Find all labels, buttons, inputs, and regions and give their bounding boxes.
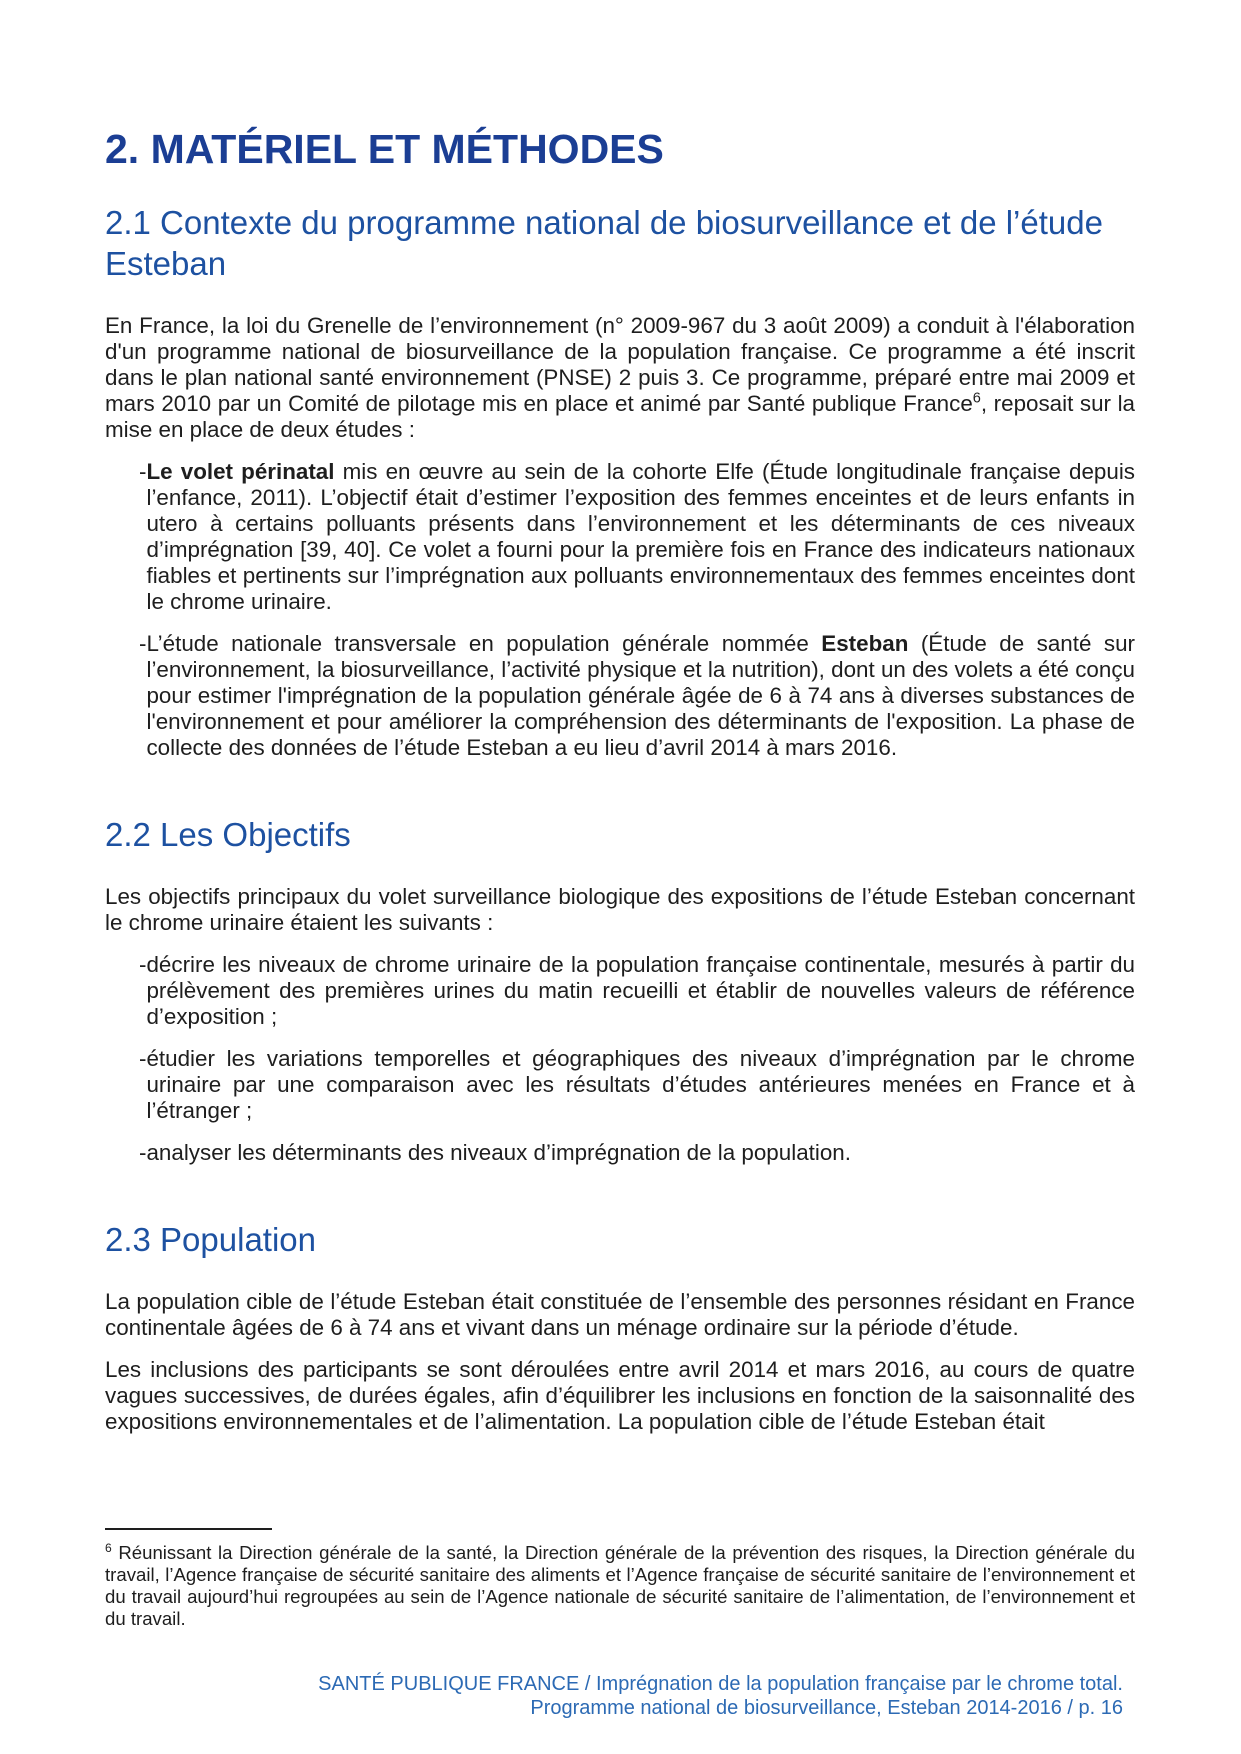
section-heading-2-2: 2.2 Les Objectifs xyxy=(105,815,351,853)
volet-perinatal-rest: mis en œuvre au sein de la cohorte Elfe (Étude longitudinale française depuis l’enfance, 2011). L’objectif était d’estimer l’exposition des femmes enceintes et de leurs enfants in utero à certains polluants présents dans l’environnement et les déterminants de ces niveaux d’imprégnation [39, 40]. Ce volet a fourni pour la première fois en France des indicateurs nationaux fiables et pertinents sur l’imprégnation aux polluants environnementaux des femmes enceintes dont le chrome urinaire. xyxy=(146,458,1135,614)
objective-item-3 xyxy=(105,1140,1135,1166)
bullet-dash: - xyxy=(139,951,147,977)
footnote-area xyxy=(105,1528,1135,1630)
objective-item-2 xyxy=(105,1046,1135,1124)
objective-item-text: étudier les variations temporelles et géographiques des niveaux d’imprégnation par le chrome urinaire par une comparaison avec les résultats d’études antérieures menées en France et à l’étranger ; xyxy=(146,1045,1135,1123)
section-heading-2-1: 2.1 Contexte du programme national de biosurveillance et de l’étude Esteban xyxy=(105,204,1103,282)
footnote-text: Réunissant la Direction générale de la santé, la Direction générale de la prévention des risques, la Direction générale du travail, l’Agence française de sécurité sanitaire des aliments et l’Agence française de sécurité sanitaire de l’environnement et du travail aujourd’hui regroupées au sein de l’Agence nationale de sécurité sanitaire de l’alimentation, de l’environnement et du travail. xyxy=(105,1542,1135,1629)
population-paragraph-1: La population cible de l’étude Esteban était constituée de l’ensemble des personnes résidant en France continentale âgées de 6 à 74 ans et vivant dans un ménage ordinaire sur la période d’étude. xyxy=(105,1288,1135,1340)
list-item-volet-perinatal xyxy=(105,459,1135,615)
page-content xyxy=(105,0,1135,1451)
list-item-text xyxy=(146,459,1135,615)
bullet-dash: - xyxy=(139,458,147,484)
esteban-pre: L’étude nationale transversale en population générale nommée xyxy=(146,630,822,656)
bullet-dash: - xyxy=(139,630,147,656)
page-title: 2. MATÉRIEL ET MÉTHODES xyxy=(105,126,664,172)
list-item-etude-esteban xyxy=(105,631,1135,761)
volet-perinatal-bold: Le volet périnatal xyxy=(146,458,335,484)
context-intro-paragraph xyxy=(105,313,1135,443)
bullet-dash: - xyxy=(139,1045,147,1071)
section-2-1-body xyxy=(105,313,1135,761)
section-heading-2-3: 2.3 Population xyxy=(105,1220,317,1258)
bullet-dash: - xyxy=(139,1139,147,1165)
objective-item-1 xyxy=(105,952,1135,1030)
context-intro-text-a: En France, la loi du Grenelle de l’environnement (n° 2009-967 du 3 août 2009) a conduit à l'élaboration d'un programme national de biosurveillance de la population française. Ce programme a été inscrit dans le plan national santé environnement (PNSE) 2 puis 3. Ce programme, préparé entre mai 2009 et mars 2010 par un Comité de pilotage mis en place et animé par Santé publique France xyxy=(105,312,1135,416)
footnote xyxy=(105,1542,1135,1630)
section-2-2-body xyxy=(105,884,1135,1166)
objective-item-text: analyser les déterminants des niveaux d’imprégnation de la population. xyxy=(146,1139,851,1165)
footnote-separator xyxy=(105,1528,272,1530)
footnote-number: 6 xyxy=(105,1540,112,1555)
page-footer xyxy=(223,1672,1123,1720)
section-2-3-body xyxy=(105,1289,1135,1435)
esteban-post: (Étude de santé sur l’environnement, la biosurveillance, l’activité physique et la nutrition), dont un des volets a été conçu pour estimer l'imprégnation de la population générale âgée de 6 à 74 ans à diverses substances de l'environnement et pour améliorer la compréhension des déterminants de l'exposition. La phase de collecte des données de l’étude Esteban a eu lieu d’avril 2014 à mars 2016. xyxy=(146,630,1135,760)
footer-line-1: SANTÉ PUBLIQUE FRANCE / Imprégnation de la population française par le chrome total. xyxy=(318,1673,1123,1695)
esteban-bold: Esteban xyxy=(821,630,909,656)
footer-line-2: Programme national de biosurveillance, Esteban 2014-2016 / p. 16 xyxy=(530,1697,1123,1719)
context-intro-text-b: , reposait sur la mise en place de deux études : xyxy=(105,390,1135,442)
objective-item-text: décrire les niveaux de chrome urinaire de la population française continentale, mesurés à partir du prélèvement des premières urines du matin recueilli et établir de nouvelles valeurs de référence d’exposition ; xyxy=(146,951,1135,1029)
list-item-text xyxy=(146,631,1135,761)
population-paragraph-2: Les inclusions des participants se sont déroulées entre avril 2014 et mars 2016, au cours de quatre vagues successives, de durées égales, afin d’équilibrer les inclusions en fonction de la saisonnalité des expositions environnementales et de l’alimentation. La population cible de l’étude Esteban était xyxy=(105,1356,1135,1434)
footnote-reference-6: 6 xyxy=(972,390,981,407)
objectives-intro-paragraph: Les objectifs principaux du volet surveillance biologique des expositions de l’étude Esteban concernant le chrome urinaire étaient les suivants : xyxy=(105,883,1135,935)
